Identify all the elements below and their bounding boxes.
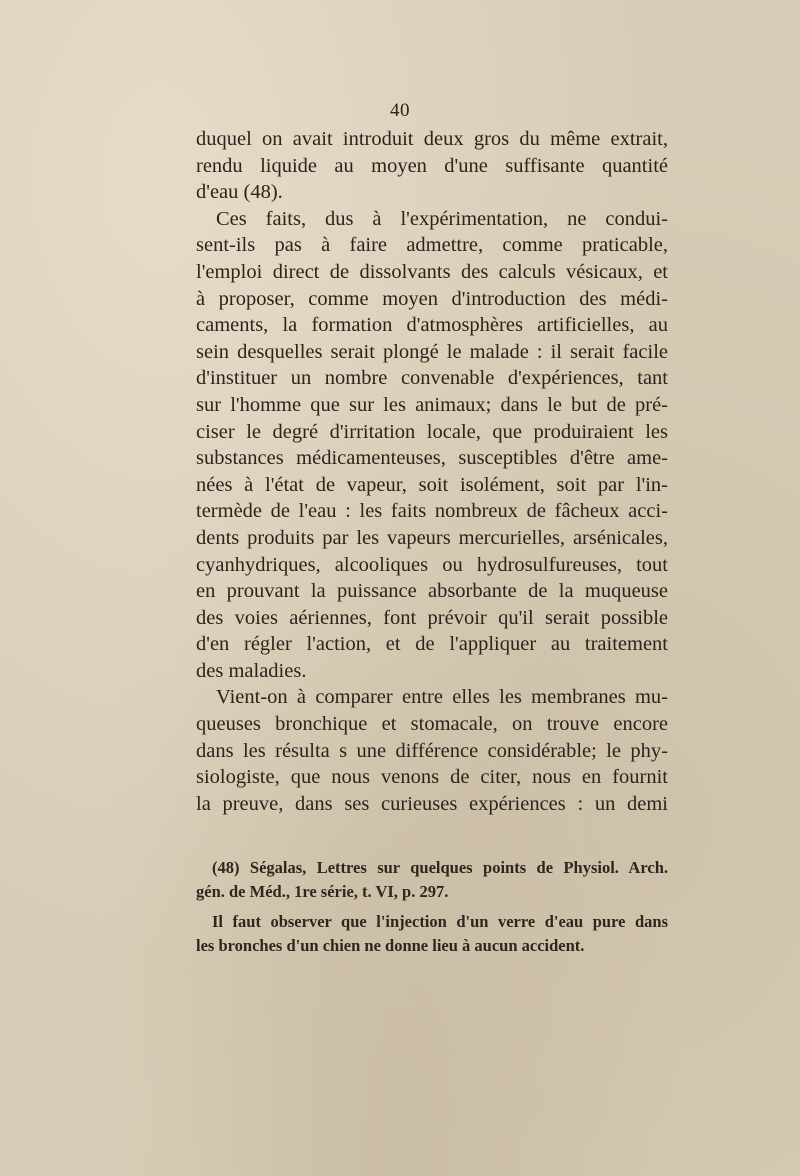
text-line: substances médicamenteuses, susceptibles d'être ame- [196, 447, 668, 470]
text-line: ciser le degré d'irritation locale, que produiraient les [196, 420, 668, 443]
text-line: queuses bronchique et stomacale, on trouve encore [196, 713, 668, 736]
text-line: la preuve, dans ses curieuses expériences : un demi [196, 792, 668, 815]
text-line: cyanhydriques, alcooliques ou hydrosulfureuses, tout [196, 553, 668, 576]
text-line: caments, la formation d'atmosphères artificielles, au [196, 314, 668, 337]
text-line: duquel on avait introduit deux gros du même extrait, [196, 128, 668, 150]
text-line: en prouvant la puissance absorbante de la muqueuse [196, 580, 668, 603]
page-number: 40 [390, 100, 410, 121]
footnote-line: (48) Ségalas, Lettres sur quelques points de Physiol. Arch. [212, 858, 668, 877]
text-line: Vient-on à comparer entre elles les membranes mu- [216, 686, 668, 709]
main-text [196, 126, 668, 817]
text-line: siologiste, que nous venons de citer, nous en fournit [196, 766, 668, 789]
footnote-line: Il faut observer que l'injection d'un verre d'eau pure dans [212, 912, 668, 931]
text-line: d'instituer un nombre convenable d'expériences, tant [196, 367, 668, 390]
text-line: sur l'homme que sur les animaux; dans le but de pré- [196, 393, 668, 416]
footnote-line: les bronches d'un chien ne donne lieu à aucun accident. [196, 936, 585, 955]
text-line: d'en régler l'action, et de l'appliquer au traitement [196, 633, 668, 656]
text-line: à proposer, comme moyen d'introduction des médi- [196, 287, 668, 310]
text-line: nées à l'état de vapeur, soit isolément, soit par l'in- [196, 473, 668, 496]
text-line: rendu liquide au moyen d'une suffisante quantité [196, 154, 668, 177]
text-line: termède de l'eau : les faits nombreux de fâcheux acci- [196, 500, 668, 523]
text-line: Ces faits, dus à l'expérimentation, ne condui- [216, 207, 668, 230]
text-line: sein desquelles serait plongé le malade : il serait facile [196, 340, 668, 363]
footnotes [196, 856, 668, 958]
text-line: des voies aériennes, font prévoir qu'il serait possible [196, 606, 668, 629]
text-line: d'eau (48). [196, 181, 283, 204]
text-line: dents produits par les vapeurs mercurielles, arsénicales, [196, 526, 668, 549]
text-line: des maladies. [196, 659, 307, 682]
text-line: l'emploi direct de dissolvants des calculs vésicaux, et [196, 260, 668, 283]
text-line: sent-ils pas à faire admettre, comme praticable, [196, 234, 668, 257]
text-line: dans les résulta s une différence considérable; le phy- [196, 739, 668, 762]
footnote-line: gén. de Méd., 1re série, t. VI, p. 297. [196, 882, 449, 901]
